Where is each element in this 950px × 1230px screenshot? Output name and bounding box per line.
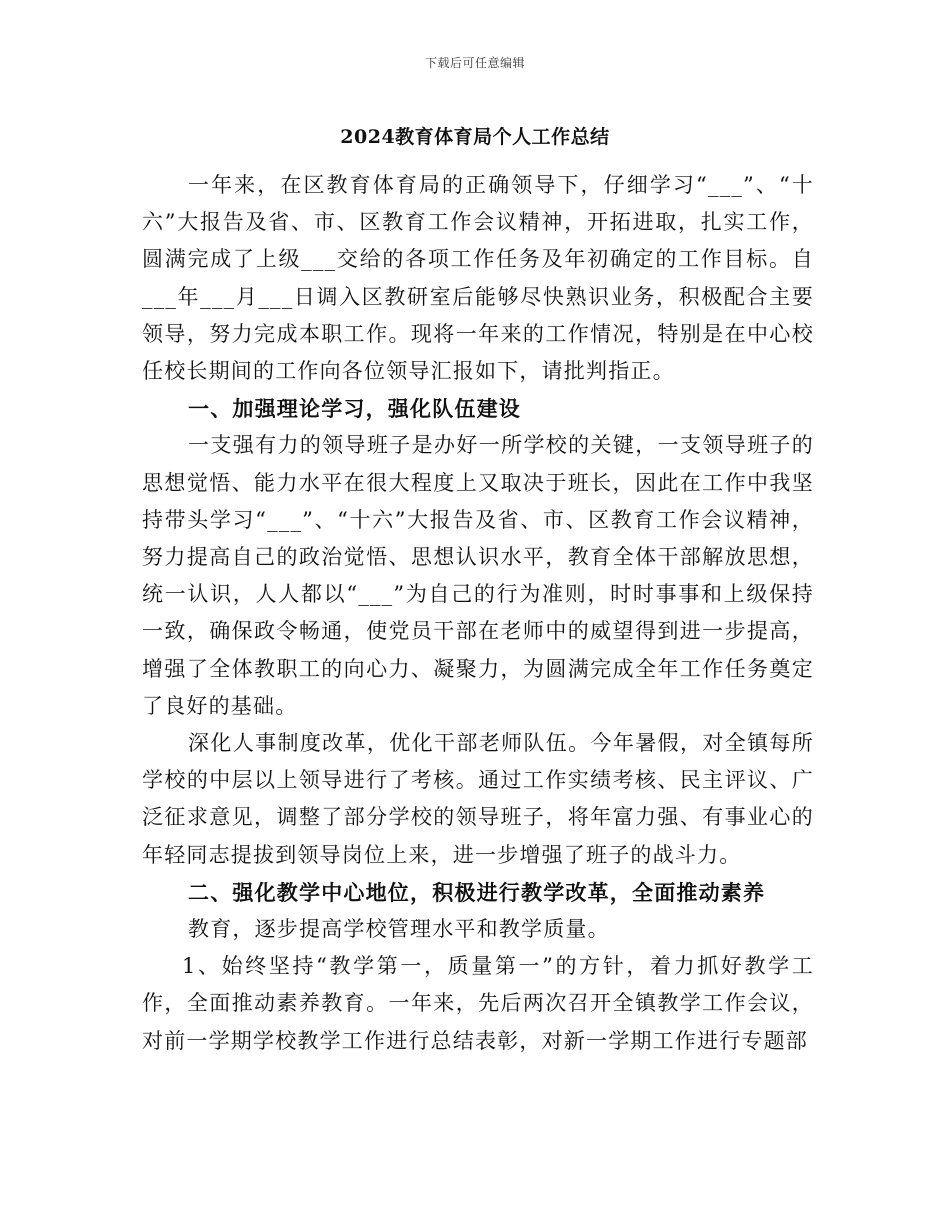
paragraph-personnel-reform: 深化人事制度改革，优化干部老师队伍。今年暑假，对全镇每所学校的中层以上领导进行了考核。通过工作实绩考核、民主评议、广泛征求意见，调整了部分学校的领导班子，将年富力强、有事业心的年轻同志提拔到领导岗位上来，进一步增强了班子的战斗力。	[142, 731, 814, 867]
section-heading-2: 二、强化教学中心地位，积极进行教学改革，全面推动素养	[188, 879, 766, 905]
document-title: 2024教育体育局个人工作总结	[340, 126, 610, 148]
paragraph-leadership: 一支强有力的领导班子是办好一所学校的关键，一支领导班子的思想觉悟、能力水平在很大程度上又取决于班长，因此在工作中我坚持带头学习“___”、“十六”大报告及省、市、区教育工作会议精神，努力提高自己的政治觉悟、思想认识水平，教育全体干部解放思想，统一认识，人人都以“___”为自己的行为准则，时时事事和上级保持一致，确保政令畅通，使党员干部在老师中的威望得到进一步提高，增强了全体教职工的向心力、凝聚力，为圆满完成全年工作任务奠定了良好的基础。	[142, 433, 814, 718]
section-heading-1: 一、加强理论学习，强化队伍建设	[188, 396, 521, 422]
paragraph-heading-continuation: 教育，逐步提高学校管理水平和教学质量。	[188, 917, 610, 942]
paragraph-teaching-policy: 1、始终坚持“教学第一，质量第一”的方针，着力抓好教学工作，全面推动素养教育。一年来，先后两次召开全镇教学工作会议，对前一学期学校教学工作进行总结表彰，对新一学期工作进行专题部	[142, 954, 814, 1053]
paragraph-intro: 一年来，在区教育体育局的正确领导下，仔细学习“___”、“十六”大报告及省、市、区教育工作会议精神，开拓进取，扎实工作，圆满完成了上级___交给的各项工作任务及年初确定的工作目标。自___年___月___日调入区教研室后能够尽快熟识业务，积极配合主要领导，努力完成本职工作。现将一年来的工作情况，特别是在中心校任校长期间的工作向各位领导汇报如下，请批判指正。	[142, 173, 814, 384]
header-note: 下载后可任意编辑	[424, 56, 525, 70]
document-body	[142, 167, 814, 1060]
